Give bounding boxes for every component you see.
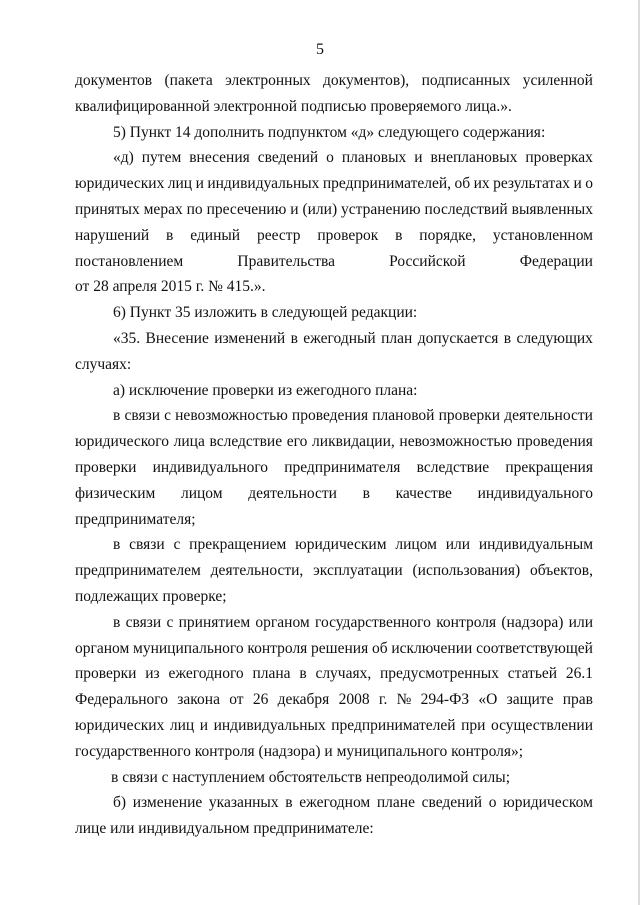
word: индивидуальных <box>213 716 326 734</box>
word: принятых <box>75 200 140 218</box>
word: порядке, <box>419 226 477 244</box>
word: Правительства <box>237 252 335 270</box>
paragraph-p3 <box>75 300 593 326</box>
word: связи <box>129 536 165 554</box>
text-line <box>75 429 593 455</box>
word: в <box>113 536 121 554</box>
word: невозможностью <box>175 407 288 425</box>
line-text: лице или индивидуальном предпринимателе: <box>75 820 374 838</box>
word: указанных <box>208 794 279 812</box>
word: юридического <box>75 433 169 451</box>
word: в <box>113 613 121 631</box>
text-line <box>75 68 593 94</box>
word: эксплуатации <box>313 562 403 580</box>
word: проведения <box>516 433 593 451</box>
word: ежегодного <box>168 665 244 683</box>
text-line <box>75 249 593 275</box>
word: органом <box>75 639 130 657</box>
text-line <box>75 790 593 816</box>
text-line <box>75 739 593 765</box>
word: индивидуальным <box>478 536 593 554</box>
word: их <box>473 175 490 193</box>
document-body <box>75 68 593 842</box>
paragraph-p4 <box>75 326 593 378</box>
text-line <box>75 300 593 326</box>
word: нарушений <box>75 226 150 244</box>
word: объектов, <box>530 562 593 580</box>
word: проверки <box>75 458 137 476</box>
word: внесения <box>189 149 250 167</box>
word: из <box>145 665 160 683</box>
word: в <box>166 226 174 244</box>
word: исключении <box>391 639 473 657</box>
text-line <box>75 584 593 610</box>
word: «35. <box>113 329 141 347</box>
word: пресечению <box>206 200 287 218</box>
word: с <box>166 613 174 631</box>
text-line <box>75 610 593 636</box>
word: предпринимателем <box>75 562 201 580</box>
word: постановлением <box>75 252 184 270</box>
word: Федерального <box>75 691 169 709</box>
paragraph-p8 <box>75 610 593 765</box>
word: плановой <box>372 407 435 425</box>
word: план <box>381 329 413 347</box>
word: проверки <box>438 407 501 425</box>
word: и <box>195 175 204 193</box>
word: невозможностью <box>399 433 513 451</box>
text-line <box>75 326 593 352</box>
paragraph-p7 <box>75 532 593 609</box>
word: изменение <box>132 794 203 812</box>
word: (надзора) <box>501 613 564 631</box>
word: путем <box>141 149 182 167</box>
word: б) <box>113 794 127 812</box>
word: предусмотренных <box>380 665 499 683</box>
text-line <box>75 507 593 533</box>
text-line <box>75 378 593 404</box>
line-text: в связи с наступлением обстоятельств непреодолимой силы; <box>111 768 510 786</box>
line-text: случаях: <box>75 355 132 373</box>
word: электронных <box>225 72 311 89</box>
word: проверки <box>75 665 137 683</box>
word: «О <box>478 691 498 709</box>
word: № <box>396 691 412 709</box>
word: вследствие <box>209 433 283 451</box>
word: принятием <box>178 613 251 631</box>
word: сведений <box>257 149 319 167</box>
text-line <box>75 636 593 662</box>
paragraph-p0 <box>75 68 593 120</box>
text-line <box>75 171 593 197</box>
word: контроля <box>247 639 308 657</box>
word: юридическим <box>295 536 387 554</box>
line-text: квалифицированной электронной подписью проверяемого лица.». <box>75 97 512 115</box>
word: его <box>286 433 308 451</box>
word: и <box>199 716 209 734</box>
text-line <box>75 713 593 739</box>
text-line <box>75 687 593 713</box>
word: государственного <box>315 613 431 631</box>
word: лицом <box>395 536 437 554</box>
text-line <box>75 816 593 842</box>
word: ежегодный <box>303 329 376 347</box>
word: в <box>113 407 121 425</box>
word: реестр <box>256 226 301 244</box>
word: при <box>461 716 486 734</box>
word: закона <box>177 691 220 709</box>
word: выявленных <box>511 200 593 218</box>
word: контроля <box>436 613 497 631</box>
word: в <box>299 665 307 683</box>
word: проверках <box>525 149 593 167</box>
word: внеплановых <box>430 149 518 167</box>
word: прав <box>562 691 593 709</box>
word: юридических <box>75 175 165 193</box>
word: усиленной <box>522 72 593 89</box>
word: ликвидации, <box>312 433 395 451</box>
word: единый <box>190 226 241 244</box>
text-line <box>75 455 593 481</box>
text-line <box>75 94 593 120</box>
word: юридическом <box>503 794 593 812</box>
word: или <box>445 536 471 554</box>
word: в <box>290 329 298 347</box>
word: прекращения <box>505 458 593 476</box>
word: соответствующей <box>476 639 593 657</box>
word: юридических <box>75 716 165 734</box>
paragraph-p1 <box>75 120 593 146</box>
word: плановых <box>341 149 407 167</box>
word: защите <box>506 691 554 709</box>
line-text: подлежащих проверке; <box>75 587 227 605</box>
word: осуществлении <box>490 716 593 734</box>
word: предпринимателя <box>284 458 401 476</box>
word: предпринимателей, <box>322 175 452 193</box>
word: качестве <box>395 484 452 502</box>
text-line <box>75 403 593 429</box>
word: и <box>573 175 582 193</box>
word: с <box>173 536 181 554</box>
text-line <box>75 352 593 378</box>
word: индивидуального <box>152 458 269 476</box>
text-line <box>75 558 593 584</box>
word: индивидуальных <box>207 175 320 193</box>
word: изменений <box>214 329 286 347</box>
word: лицом <box>180 484 223 502</box>
word: документов <box>75 72 153 89</box>
text-line <box>75 120 593 146</box>
word: вследствие <box>416 458 490 476</box>
word: органом <box>255 613 310 631</box>
word: результатах <box>493 175 571 193</box>
word: предпринимателей <box>331 716 456 734</box>
word: допускается <box>417 329 499 347</box>
word: установленном <box>492 226 593 244</box>
word: проведения <box>291 407 369 425</box>
paragraph-p5 <box>75 378 593 404</box>
word: деятельности <box>248 484 337 502</box>
word: о <box>488 794 497 812</box>
text-line <box>75 223 593 249</box>
word: Внесение <box>145 329 209 347</box>
paragraph-p6 <box>75 403 593 532</box>
word: Российской <box>389 252 466 270</box>
paragraph-p2 <box>75 145 593 300</box>
word: декабря <box>277 691 330 709</box>
text-line <box>75 481 593 507</box>
word: о <box>326 149 334 167</box>
line-text: 6) Пункт 35 изложить в следующей редакции: <box>113 304 418 322</box>
word: связи <box>124 407 160 425</box>
word: следующих <box>516 329 593 347</box>
word: (использования) <box>412 562 521 580</box>
line-text: предпринимателя; <box>75 510 196 528</box>
word: подписанных <box>421 72 511 89</box>
word: «д) <box>113 149 134 167</box>
word: деятельности, <box>210 562 304 580</box>
word: сведений <box>421 794 483 812</box>
text-line <box>75 765 593 791</box>
line-text: от 28 апреля 2015 г. № 415.». <box>75 278 266 296</box>
word: плана <box>252 665 291 683</box>
word: в <box>362 484 370 502</box>
word: об <box>371 639 388 657</box>
text-line <box>75 274 593 300</box>
word: в <box>395 226 403 244</box>
word: документов), <box>323 72 410 89</box>
word: от <box>229 691 244 709</box>
paragraph-p9 <box>75 765 593 791</box>
word: (или) <box>302 200 338 218</box>
word: муниципального <box>133 639 244 657</box>
word: случаях, <box>315 665 372 683</box>
word: плане <box>376 794 415 812</box>
word: 2008 <box>338 691 370 709</box>
word: в <box>503 329 512 347</box>
word: последствий <box>424 200 508 218</box>
word: деятельности <box>504 407 593 425</box>
word: или <box>568 613 593 631</box>
word: об <box>454 175 471 193</box>
word: мерах <box>143 200 183 218</box>
word: прекращением <box>189 536 287 554</box>
word: индивидуального <box>477 484 593 502</box>
word: проверок <box>317 226 379 244</box>
word: о <box>585 175 593 193</box>
word: статьей <box>507 665 558 683</box>
word: ежегодном <box>299 794 371 812</box>
line-text: государственного контроля (надзора) и муниципального контроля»; <box>75 742 524 760</box>
word: в <box>285 794 293 812</box>
word: (пакета <box>164 72 213 89</box>
word: по <box>186 200 203 218</box>
word: и <box>290 200 299 218</box>
word: Федерации <box>519 252 593 270</box>
line-text: 5) Пункт 14 дополнить подпунктом «д» следующего содержания: <box>113 123 546 141</box>
word: г. <box>378 691 388 709</box>
word: физическим <box>75 484 156 502</box>
text-line <box>75 532 593 558</box>
word: лиц <box>169 716 195 734</box>
text-line <box>75 661 593 687</box>
text-line <box>75 145 593 171</box>
word: и <box>414 149 423 167</box>
paragraph-p10 <box>75 790 593 842</box>
word: 26 <box>252 691 269 709</box>
text-line <box>75 197 593 223</box>
page-number: 5 <box>316 41 324 58</box>
word: с <box>164 407 172 425</box>
word: лиц <box>167 175 193 193</box>
word: решения <box>311 639 369 657</box>
word: 294-ФЗ <box>420 691 470 709</box>
word: лица <box>173 433 205 451</box>
line-text: а) исключение проверки из ежегодного плана: <box>113 381 418 399</box>
word: связи <box>125 613 162 631</box>
word: устранению <box>341 200 421 218</box>
word: 26.1 <box>565 665 593 683</box>
